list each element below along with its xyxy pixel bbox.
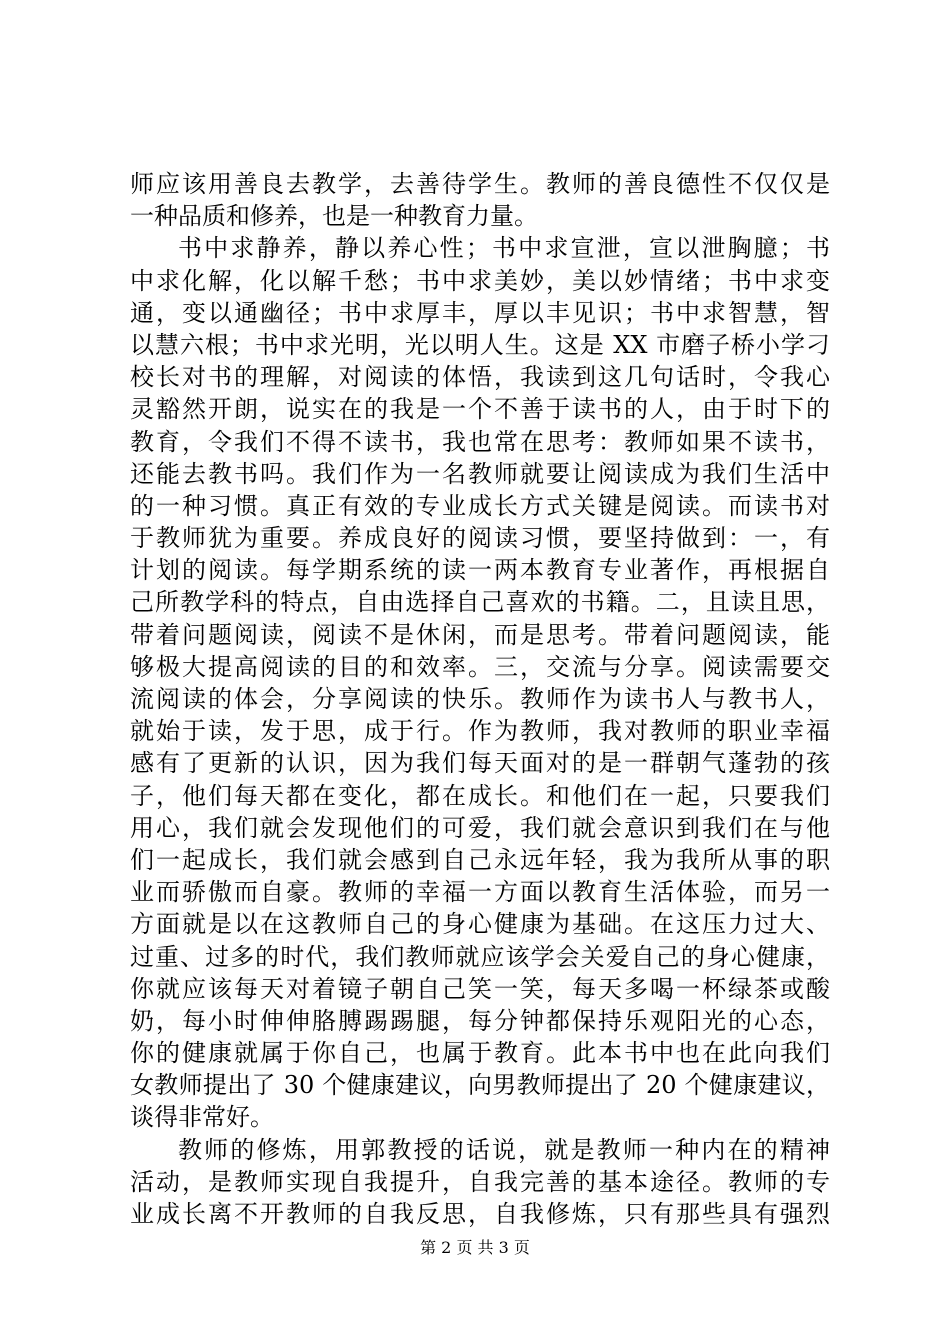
text-line: 中求化解，化以解千愁；书中求美妙，美以妙情绪；书中求变 <box>130 266 830 295</box>
text-line: 们一起成长，我们就会感到自己永远年轻，我为我所从事的职 <box>130 845 830 874</box>
text-line: 于教师犹为重要。养成良好的阅读习惯，要坚持做到：一，有 <box>130 524 830 553</box>
text-line: 书中求静养，静以养心性；书中求宣泄，宣以泄胸臆；书 <box>178 234 830 263</box>
text-line: 奶，每小时伸伸胳膊踢踢腿，每分钟都保持乐观阳光的心态， <box>130 1006 830 1035</box>
text-line: 带着问题阅读，阅读不是休闲，而是思考。带着问题阅读，能 <box>130 620 830 649</box>
text-line: 业成长离不开教师的自我反思，自我修炼，只有那些具有强烈 <box>130 1200 830 1228</box>
text-line: 通，变以通幽径；书中求厚丰，厚以丰见识；书中求智慧，智 <box>130 298 830 327</box>
text-line: 教师的修炼，用郭教授的话说，就是教师一种内在的精神 <box>178 1135 830 1164</box>
text-line: 你的健康就属于你自己，也属于教育。此本书中也在此向我们 <box>130 1039 830 1068</box>
text-line: 业而骄傲而自豪。教师的幸福一方面以教育生活体验，而另一 <box>130 878 830 907</box>
text-line: 就始于读，发于思，成于行。作为教师，我对教师的职业幸福 <box>130 717 830 746</box>
text-line: 你就应该每天对着镜子朝自己笑一笑，每天多喝一杯绿茶或酸 <box>130 974 830 1003</box>
text-line: 流阅读的体会，分享阅读的快乐。教师作为读书人与教书人， <box>130 685 830 713</box>
text-line: 活动，是教师实现自我提升，自我完善的基本途径。教师的专 <box>130 1167 830 1196</box>
text-line: 够极大提高阅读的目的和效率。三，交流与分享。阅读需要交 <box>130 652 830 681</box>
text-line: 子，他们每天都在变化，都在成长。和他们在一起，只要我们 <box>130 781 830 810</box>
text-line: 师应该用善良去教学，去善待学生。教师的善良德性不仅仅是 <box>130 170 830 198</box>
document-body <box>130 168 830 1230</box>
text-line: 己所教学科的特点，自由选择自己喜欢的书籍。二，且读且思， <box>130 588 830 617</box>
text-line: 教育，令我们不得不读书，我也常在思考：教师如果不读书， <box>130 427 830 456</box>
text-line: 以慧六根；书中求光明，光以明人生。这是 XX 市磨子桥小学刁 <box>130 330 830 359</box>
text-line: 校长对书的理解，对阅读的体悟，我读到这几句话时，令我心 <box>130 363 830 392</box>
text-line: 过重、过多的时代，我们教师就应该学会关爱自己的身心健康， <box>130 942 830 971</box>
text-line: 方面就是以在这教师自己的身心健康为基础。在这压力过大、 <box>130 910 830 939</box>
text-line: 计划的阅读。每学期系统的读一两本教育专业著作，再根据自 <box>130 556 830 585</box>
text-line: 感有了更新的认识，因为我们每天面对的是一群朝气蓬勃的孩 <box>130 749 830 778</box>
text-line: 一种品质和修养，也是一种教育力量。 <box>130 202 538 231</box>
text-line: 灵豁然开朗，说实在的我是一个不善于读书的人，由于时下的 <box>130 395 830 424</box>
page-footer: 第 2 页 共 3 页 <box>420 1238 530 1257</box>
text-line: 用心，我们就会发现他们的可爱，我们就会意识到我们在与他 <box>130 813 830 842</box>
text-line: 还能去教书吗。我们作为一名教师就要让阅读成为我们生活中 <box>130 459 830 488</box>
text-line: 的一种习惯。真正有效的专业成长方式关键是阅读。而读书对 <box>130 491 830 520</box>
text-line: 谈得非常好。 <box>130 1103 274 1132</box>
text-line: 女教师提出了 30 个健康建议，向男教师提出了 20 个健康建议， <box>130 1071 830 1100</box>
